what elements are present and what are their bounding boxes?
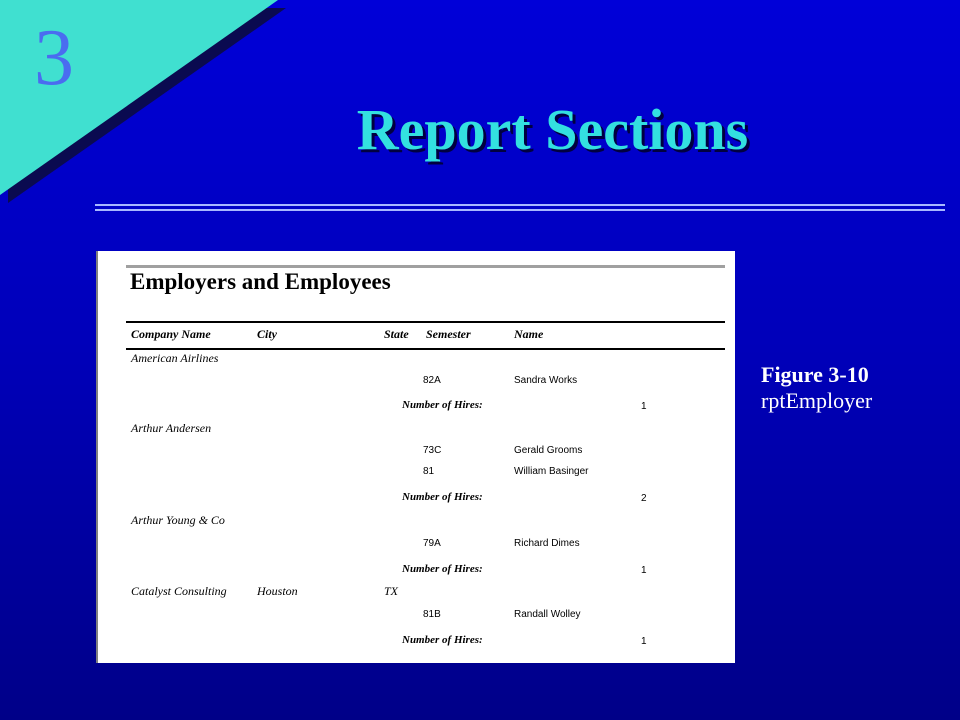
hires-label: Number of Hires: xyxy=(402,491,483,503)
company-name: Arthur Young & Co xyxy=(131,513,225,527)
employee-name-cell: William Basinger xyxy=(514,466,589,477)
semester-cell: 81 xyxy=(423,466,435,477)
column-header-state: State xyxy=(384,327,409,341)
title-divider-line xyxy=(95,204,945,206)
employee-name-cell: Randall Wolley xyxy=(514,609,581,620)
report-title: Employers and Employees xyxy=(130,269,391,294)
hires-count: 1 xyxy=(641,565,647,576)
semester-cell: 73C xyxy=(423,445,442,456)
hires-count: 1 xyxy=(641,401,647,412)
column-header-city: City xyxy=(257,327,277,341)
column-header-company: Company Name xyxy=(131,327,211,341)
figure-label: Figure 3-10 xyxy=(761,362,869,387)
report-top-rule xyxy=(126,265,725,268)
hires-label: Number of Hires: xyxy=(402,399,483,411)
company-name: American Airlines xyxy=(131,351,219,365)
semester-cell: 81B xyxy=(423,609,441,620)
semester-cell: 82A xyxy=(423,375,441,386)
report-left-border xyxy=(96,251,98,663)
employee-name-cell: Sandra Works xyxy=(514,375,578,386)
semester-cell: 79A xyxy=(423,538,441,549)
employee-name-cell: Richard Dimes xyxy=(514,538,580,549)
slide-title: Report Sections xyxy=(356,97,749,162)
column-header-name: Name xyxy=(514,327,544,341)
figure-caption xyxy=(761,362,872,414)
city-cell: Houston xyxy=(257,584,298,598)
company-name: Catalyst Consulting xyxy=(131,584,227,598)
company-name: Arthur Andersen xyxy=(131,421,212,435)
hires-count: 2 xyxy=(641,493,647,504)
hires-label: Number of Hires: xyxy=(402,563,483,575)
hires-label: Number of Hires: xyxy=(402,634,483,646)
employee-name-cell: Gerald Grooms xyxy=(514,445,583,456)
column-header-semester: Semester xyxy=(426,327,471,341)
title-divider-line xyxy=(95,209,945,211)
chapter-number: 3 xyxy=(34,14,74,102)
figure-name: rptEmployer xyxy=(761,388,873,413)
report-preview xyxy=(96,251,735,663)
state-cell: TX xyxy=(384,584,399,598)
hires-count: 1 xyxy=(641,636,647,647)
header-top-rule xyxy=(126,321,725,323)
header-bottom-rule xyxy=(126,348,725,350)
